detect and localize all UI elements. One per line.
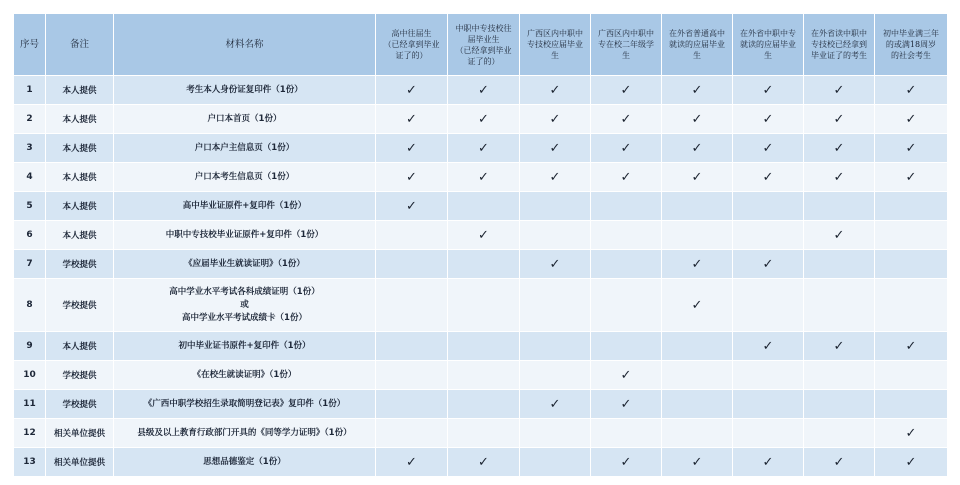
check-mark-icon: ✓: [478, 227, 489, 243]
material-line: 《应届毕业生就读证明》（1份）: [184, 258, 305, 269]
row-condition-cell: [376, 279, 448, 332]
table-body: [14, 76, 948, 477]
check-mark-icon: ✓: [905, 454, 917, 470]
materials-table: [13, 13, 948, 477]
row-condition-cell: [733, 250, 804, 279]
row-condition-cell: [376, 192, 448, 221]
row-condition-cell: [875, 221, 948, 250]
table-row: [14, 192, 948, 221]
row-condition-cell: [733, 390, 804, 419]
material-line: 高中学业水平考试成绩卡（1份）: [182, 312, 307, 323]
row-seq: 4: [14, 163, 46, 192]
material-line: 高中毕业证原件+复印件（1份）: [182, 200, 307, 211]
row-condition-cell: [376, 250, 448, 279]
material-line: 思想品德鉴定（1份）: [203, 456, 286, 467]
row-condition-cell: [733, 279, 804, 332]
header-condition-5: [662, 14, 733, 76]
check-mark-icon: ✓: [620, 367, 632, 383]
row-condition-cell: [875, 134, 948, 163]
row-condition-cell: [376, 332, 448, 361]
row-condition-cell: [804, 163, 875, 192]
material-line: 县级及以上教育行政部门开具的《同等学力证明》（1份）: [137, 427, 352, 438]
table-row: [14, 221, 948, 250]
row-material: [114, 250, 376, 279]
check-mark-icon: ✓: [833, 338, 845, 354]
row-condition-cell: [520, 105, 591, 134]
table-row: [14, 76, 948, 105]
material-line: 户口本户主信息页（1份）: [194, 142, 295, 153]
check-mark-icon: ✓: [833, 454, 845, 470]
check-mark-icon: ✓: [691, 111, 703, 127]
check-mark-icon: ✓: [549, 140, 561, 156]
check-mark-icon: ✓: [620, 169, 632, 185]
row-condition-cell: [733, 221, 804, 250]
row-condition-cell: [448, 279, 520, 332]
header-condition-6: [733, 14, 804, 76]
row-condition-cell: [662, 134, 733, 163]
row-condition-cell: [591, 250, 662, 279]
row-material: [114, 361, 376, 390]
check-mark-icon: ✓: [833, 82, 845, 98]
row-condition-cell: [591, 163, 662, 192]
check-mark-icon: ✓: [406, 111, 417, 127]
row-condition-cell: [376, 76, 448, 105]
check-mark-icon: ✓: [833, 169, 845, 185]
row-material: [114, 448, 376, 477]
row-condition-cell: [591, 221, 662, 250]
row-seq: 2: [14, 105, 46, 134]
check-mark-icon: ✓: [620, 111, 632, 127]
row-condition-cell: [591, 448, 662, 477]
row-condition-cell: [591, 279, 662, 332]
check-mark-icon: ✓: [478, 111, 489, 127]
row-condition-cell: [875, 250, 948, 279]
material-line: 户口本考生信息页（1份）: [194, 171, 295, 182]
header-condition-4: [591, 14, 662, 76]
check-mark-icon: ✓: [691, 297, 703, 313]
header-condition-line: 专在校二年级学: [598, 40, 654, 49]
header-condition-line: 毕业证了的考生: [811, 51, 867, 60]
row-note: 本人提供: [46, 221, 114, 250]
row-condition-cell: [591, 134, 662, 163]
header-material: 材料名称: [114, 14, 376, 76]
table-row: [14, 332, 948, 361]
row-note: 本人提供: [46, 192, 114, 221]
row-material: [114, 390, 376, 419]
row-condition-cell: [733, 361, 804, 390]
check-mark-icon: ✓: [905, 140, 917, 156]
table-row: [14, 279, 948, 332]
check-mark-icon: ✓: [762, 454, 774, 470]
header-condition-line: 证了的）: [467, 56, 500, 66]
row-condition-cell: [733, 76, 804, 105]
row-material: [114, 419, 376, 448]
row-condition-cell: [520, 332, 591, 361]
row-note: 学校提供: [46, 250, 114, 279]
row-condition-cell: [662, 221, 733, 250]
row-condition-cell: [662, 105, 733, 134]
header-condition-2: [448, 14, 520, 76]
row-condition-cell: [733, 105, 804, 134]
row-condition-cell: [376, 390, 448, 419]
row-material: [114, 332, 376, 361]
header-condition-8: [875, 14, 948, 76]
row-condition-cell: [591, 361, 662, 390]
header-condition-line: 在外省中职中专: [740, 29, 796, 38]
check-mark-icon: ✓: [833, 140, 845, 156]
header-condition-line: 中职中专技校往: [455, 23, 512, 33]
check-mark-icon: ✓: [478, 169, 489, 185]
row-condition-cell: [662, 390, 733, 419]
table-row: [14, 105, 948, 134]
header-condition-line: （已经拿到毕业: [455, 45, 512, 55]
header-condition-line: 的或满18周岁: [885, 40, 937, 49]
check-mark-icon: ✓: [762, 256, 774, 272]
row-condition-cell: [448, 419, 520, 448]
row-condition-cell: [520, 250, 591, 279]
row-condition-cell: [448, 105, 520, 134]
header-condition-line: 就读的应届毕业: [669, 40, 725, 49]
header-condition-7: [804, 14, 875, 76]
row-note: 本人提供: [46, 134, 114, 163]
header-note: 备注: [46, 14, 114, 76]
row-material: [114, 279, 376, 332]
row-condition-cell: [875, 76, 948, 105]
row-condition-cell: [804, 134, 875, 163]
row-condition-cell: [804, 192, 875, 221]
row-material: [114, 134, 376, 163]
row-condition-cell: [804, 419, 875, 448]
row-condition-cell: [875, 163, 948, 192]
row-condition-cell: [875, 390, 948, 419]
row-condition-cell: [448, 192, 520, 221]
row-condition-cell: [662, 361, 733, 390]
row-condition-cell: [448, 163, 520, 192]
row-condition-cell: [376, 105, 448, 134]
row-condition-cell: [875, 332, 948, 361]
row-condition-cell: [875, 419, 948, 448]
material-line: 《在校生就读证明》（1份）: [192, 369, 297, 380]
row-note: 学校提供: [46, 390, 114, 419]
check-mark-icon: ✓: [620, 396, 632, 412]
header-condition-line: 高中往届生: [391, 29, 432, 38]
row-condition-cell: [448, 250, 520, 279]
check-mark-icon: ✓: [549, 111, 561, 127]
header-condition-line: 就读的应届毕业: [740, 40, 796, 49]
row-condition-cell: [662, 250, 733, 279]
row-seq: 13: [14, 448, 46, 477]
row-condition-cell: [448, 134, 520, 163]
row-material: [114, 192, 376, 221]
row-condition-cell: [804, 279, 875, 332]
row-condition-cell: [591, 419, 662, 448]
row-condition-cell: [875, 448, 948, 477]
material-line: 初中毕业证书原件+复印件（1份）: [178, 340, 311, 351]
row-condition-cell: [520, 221, 591, 250]
check-mark-icon: ✓: [478, 140, 489, 156]
check-mark-icon: ✓: [762, 82, 774, 98]
check-mark-icon: ✓: [478, 82, 489, 98]
row-seq: 6: [14, 221, 46, 250]
check-mark-icon: ✓: [691, 256, 703, 272]
check-mark-icon: ✓: [762, 169, 774, 185]
row-note: 相关单位提供: [46, 419, 114, 448]
row-seq: 7: [14, 250, 46, 279]
row-condition-cell: [520, 390, 591, 419]
row-condition-cell: [591, 105, 662, 134]
check-mark-icon: ✓: [762, 111, 774, 127]
row-condition-cell: [733, 134, 804, 163]
row-condition-cell: [662, 279, 733, 332]
check-mark-icon: ✓: [905, 338, 917, 354]
header-condition-line: 广西区内中职中: [598, 29, 654, 38]
header-condition-line: 专技校已经拿到: [811, 40, 867, 49]
check-mark-icon: ✓: [549, 82, 561, 98]
header-condition-line: 初中毕业满三年: [883, 29, 939, 38]
check-mark-icon: ✓: [549, 396, 561, 412]
row-condition-cell: [662, 163, 733, 192]
check-mark-icon: ✓: [905, 169, 917, 185]
header-condition-1: [376, 14, 448, 76]
check-mark-icon: ✓: [406, 140, 417, 156]
row-seq: 3: [14, 134, 46, 163]
check-mark-icon: ✓: [762, 338, 774, 354]
header-condition-3: [520, 14, 591, 76]
check-mark-icon: ✓: [549, 169, 561, 185]
header-condition-line: 在外省普通高中: [669, 29, 725, 38]
check-mark-icon: ✓: [691, 454, 703, 470]
row-condition-cell: [520, 76, 591, 105]
row-material: [114, 163, 376, 192]
row-seq: 9: [14, 332, 46, 361]
row-condition-cell: [591, 332, 662, 361]
material-line: 《广西中职学校招生录取简明登记表》复印件（1份）: [143, 398, 346, 409]
row-condition-cell: [376, 134, 448, 163]
check-mark-icon: ✓: [905, 82, 917, 98]
header-condition-line: 生: [622, 51, 630, 60]
row-condition-cell: [804, 332, 875, 361]
row-material: [114, 221, 376, 250]
row-condition-cell: [875, 361, 948, 390]
row-condition-cell: [376, 419, 448, 448]
row-condition-cell: [520, 192, 591, 221]
row-seq: 8: [14, 279, 46, 332]
row-material: [114, 105, 376, 134]
header-condition-line: 在外省读中职中: [811, 29, 867, 38]
row-condition-cell: [804, 361, 875, 390]
row-condition-cell: [591, 390, 662, 419]
row-condition-cell: [804, 390, 875, 419]
row-condition-cell: [448, 448, 520, 477]
header-row: [14, 14, 948, 76]
header-condition-line: （已经拿到毕业: [383, 40, 440, 49]
material-line: 中职中专技校毕业证原件+复印件（1份）: [165, 229, 324, 240]
table-row: [14, 163, 948, 192]
material-line: 高中学业水平考试各科成绩证明（1份）: [169, 286, 320, 297]
material-line: 户口本首页（1份）: [207, 113, 282, 124]
row-note: 学校提供: [46, 361, 114, 390]
check-mark-icon: ✓: [905, 425, 917, 441]
check-mark-icon: ✓: [691, 140, 703, 156]
table-row: [14, 448, 948, 477]
row-seq: 12: [14, 419, 46, 448]
row-condition-cell: [662, 192, 733, 221]
header-condition-line: 专技校应届毕业: [527, 40, 583, 49]
row-material: [114, 76, 376, 105]
check-mark-icon: ✓: [406, 82, 417, 98]
row-note: 本人提供: [46, 105, 114, 134]
row-condition-cell: [520, 163, 591, 192]
header-condition-line: 证了的）: [395, 51, 428, 60]
row-note: 相关单位提供: [46, 448, 114, 477]
check-mark-icon: ✓: [406, 198, 417, 214]
row-note: 本人提供: [46, 332, 114, 361]
row-condition-cell: [875, 192, 948, 221]
table-row: [14, 134, 948, 163]
check-mark-icon: ✓: [691, 169, 703, 185]
row-condition-cell: [520, 361, 591, 390]
row-condition-cell: [733, 419, 804, 448]
row-condition-cell: [376, 361, 448, 390]
row-condition-cell: [520, 134, 591, 163]
row-condition-cell: [662, 332, 733, 361]
row-condition-cell: [875, 105, 948, 134]
table-row: [14, 250, 948, 279]
row-condition-cell: [733, 163, 804, 192]
table-row: [14, 390, 948, 419]
material-line: 考生本人身份证复印件（1份）: [186, 84, 303, 95]
check-mark-icon: ✓: [620, 140, 632, 156]
row-condition-cell: [448, 221, 520, 250]
row-condition-cell: [733, 192, 804, 221]
row-condition-cell: [448, 332, 520, 361]
row-condition-cell: [662, 419, 733, 448]
row-condition-cell: [591, 192, 662, 221]
row-condition-cell: [520, 279, 591, 332]
table-row: [14, 419, 948, 448]
row-condition-cell: [804, 105, 875, 134]
check-mark-icon: ✓: [905, 111, 917, 127]
row-condition-cell: [376, 221, 448, 250]
row-condition-cell: [448, 76, 520, 105]
row-condition-cell: [662, 448, 733, 477]
header-condition-line: 的社会考生: [891, 51, 931, 60]
row-condition-cell: [520, 448, 591, 477]
row-condition-cell: [520, 419, 591, 448]
row-condition-cell: [804, 448, 875, 477]
row-note: 本人提供: [46, 76, 114, 105]
row-condition-cell: [804, 221, 875, 250]
header-seq: 序号: [14, 14, 46, 76]
header-condition-line: 广西区内中职中: [527, 29, 583, 38]
check-mark-icon: ✓: [549, 256, 561, 272]
check-mark-icon: ✓: [620, 82, 632, 98]
check-mark-icon: ✓: [833, 227, 845, 243]
header-condition-line: 生: [551, 51, 559, 60]
row-seq: 5: [14, 192, 46, 221]
check-mark-icon: ✓: [620, 454, 632, 470]
check-mark-icon: ✓: [762, 140, 774, 156]
row-seq: 1: [14, 76, 46, 105]
row-seq: 11: [14, 390, 46, 419]
row-condition-cell: [376, 163, 448, 192]
row-condition-cell: [376, 448, 448, 477]
row-condition-cell: [591, 76, 662, 105]
check-mark-icon: ✓: [833, 111, 845, 127]
header-condition-line: 生: [764, 51, 772, 60]
row-condition-cell: [733, 332, 804, 361]
header-condition-line: 届毕业生: [467, 34, 500, 44]
row-condition-cell: [733, 448, 804, 477]
check-mark-icon: ✓: [406, 169, 417, 185]
material-line: 或: [240, 299, 249, 310]
row-note: 本人提供: [46, 163, 114, 192]
row-note: 学校提供: [46, 279, 114, 332]
row-condition-cell: [448, 361, 520, 390]
row-condition-cell: [448, 390, 520, 419]
header-condition-line: 生: [693, 51, 701, 60]
check-mark-icon: ✓: [478, 454, 489, 470]
table-row: [14, 361, 948, 390]
row-condition-cell: [662, 76, 733, 105]
row-seq: 10: [14, 361, 46, 390]
row-condition-cell: [804, 250, 875, 279]
check-mark-icon: ✓: [691, 82, 703, 98]
row-condition-cell: [804, 76, 875, 105]
check-mark-icon: ✓: [406, 454, 417, 470]
row-condition-cell: [875, 279, 948, 332]
